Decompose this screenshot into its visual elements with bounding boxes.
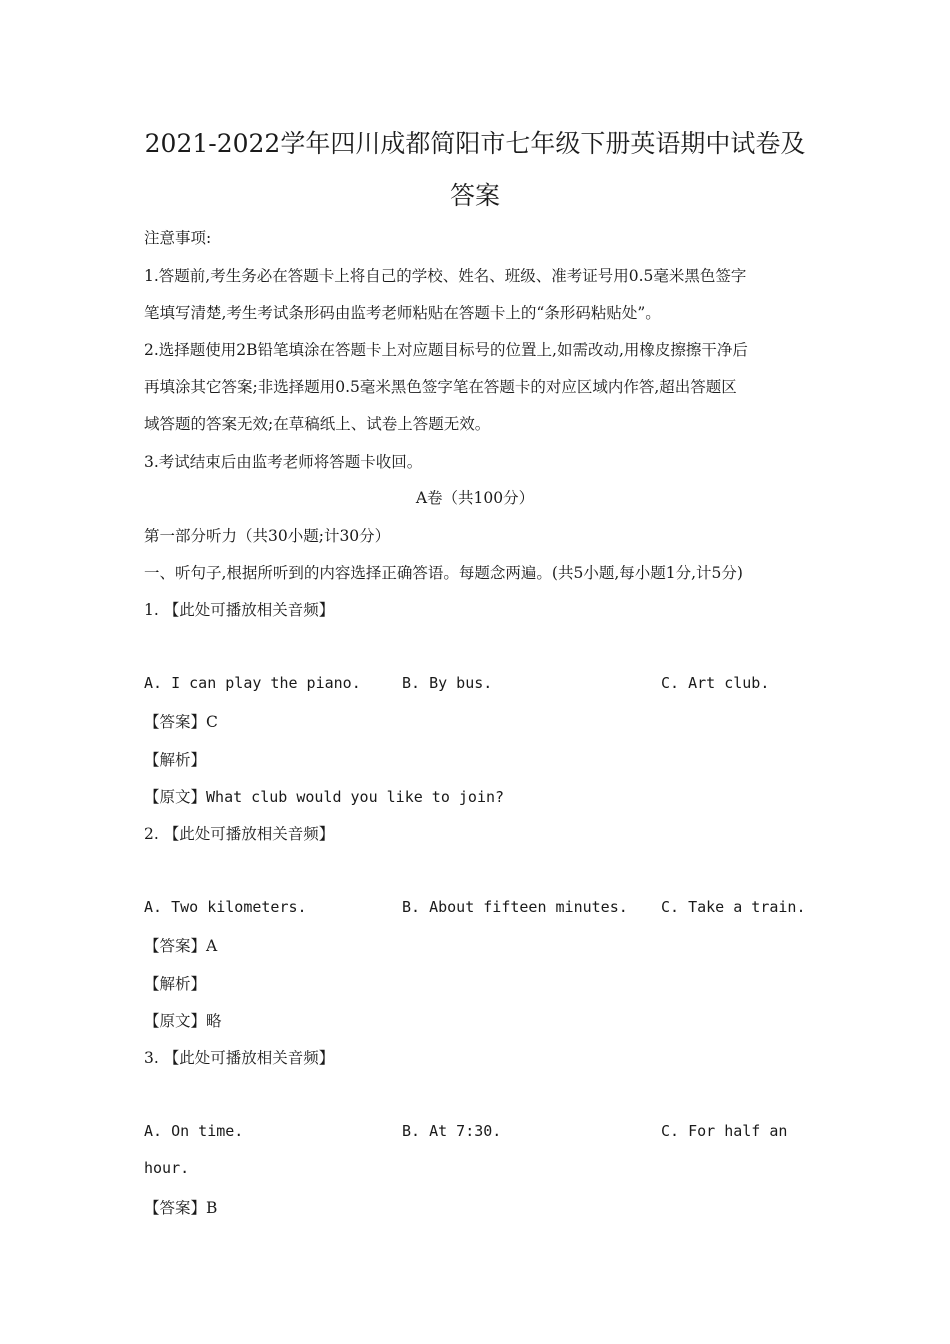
question-prompt: 1. 【此处可播放相关音频】 [144,601,335,619]
question-prompt: 3. 【此处可播放相关音频】 [144,1049,335,1067]
analysis-label: 【解析】 [144,975,207,993]
answer-label: 【答案】A [144,937,218,955]
notice-heading: 注意事项: [144,229,212,247]
question-prompt: 2. 【此处可播放相关音频】 [144,825,335,843]
notice-item1-line1: 1.答题前,考生务必在答题卡上将自己的学校、姓名、班级、准考证号用0.5毫米黑色签字 [144,267,747,285]
option-b: B. By bus. [402,674,493,692]
notice-item3: 3.考试结束后由监考老师将答题卡收回。 [144,453,423,471]
volume-heading: A卷（共100分） [415,489,535,507]
option-c: C. Take a train. [661,898,806,916]
document-title-line2: 答案 [449,181,500,210]
original-text-line [144,1009,222,1031]
option-a: A. I can play the piano. [144,674,361,692]
original-label: 【原文】 [144,788,207,806]
notice-item2-line3: 域答题的答案无效;在草稿纸上、试卷上答题无效。 [144,415,491,433]
analysis-label: 【解析】 [144,751,207,769]
option-c-continued: hour. [144,1159,190,1177]
option-a: A. Two kilometers. [144,898,307,916]
answer-label: 【答案】B [144,1199,218,1217]
option-c: C. For half an [661,1122,788,1140]
option-b: B. At 7:30. [402,1122,502,1140]
answer-label: 【答案】C [144,713,218,731]
notice-item2-line2: 再填涂其它答案;非选择题用0.5毫米黑色签字笔在答题卡的对应区域内作答,超出答题区 [144,378,737,396]
option-a: A. On time. [144,1122,244,1140]
notice-item2-line1: 2.选择题使用2B铅笔填涂在答题卡上对应题目标号的位置上,如需改动,用橡皮擦擦干净后 [144,341,748,359]
original-label: 【原文】 [144,1012,207,1030]
part1-heading: 第一部分听力（共30小题;计30分） [144,527,391,545]
subsection-heading: 一、听句子,根据所听到的内容选择正确答语。每题念两遍。(共5小题,每小题1分,计5分) [144,564,743,582]
original-text-line [144,785,504,807]
original-text: 略 [206,1012,222,1030]
notice-item1-line2: 笔填写清楚,考生考试条形码由监考老师粘贴在答题卡上的“条形码粘贴处”。 [144,304,661,322]
option-b: B. About fifteen minutes. [402,898,628,916]
document-title-line1: 2021-2022学年四川成都简阳市七年级下册英语期中试卷及 [144,129,806,158]
original-text: What club would you like to join? [206,788,505,806]
option-c: C. Art club. [661,674,770,692]
